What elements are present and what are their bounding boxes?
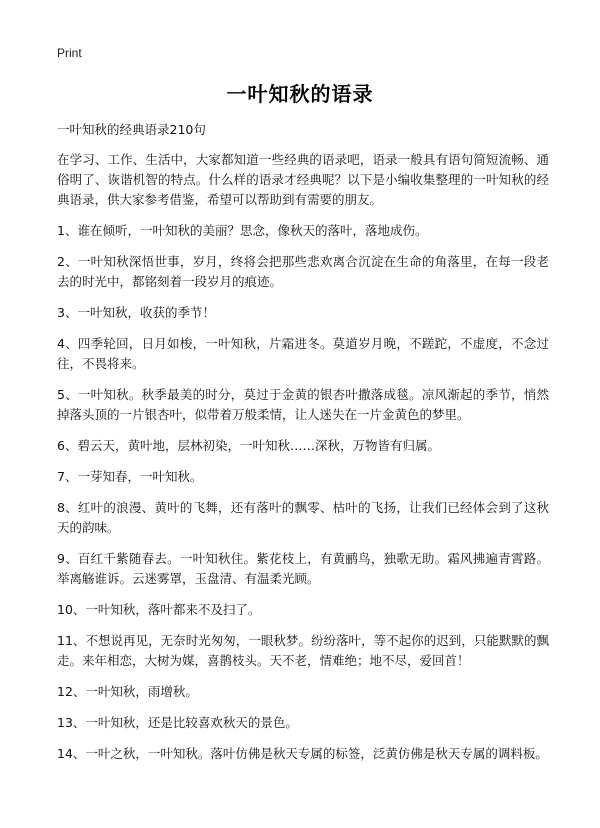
quote-paragraph: 12、一叶知秋，雨增秋。 [57,684,198,699]
print-label: Print [57,46,82,60]
quote-paragraph: 13、一叶知秋，还是比较喜欢秋天的景色。 [57,715,298,730]
quote-paragraph: 11、不想说再见，无奈时光匆匆，一眼秋梦。纷纷落叶，等不起你的迟到，只能默默的飘走。来年相恋，大树为媒，喜鹊枝头。天不老，情难绝；地不尽，爱回首！ [57,633,549,668]
quote-paragraph: 8、红叶的浪漫、黄叶的飞舞，还有落叶的飘零、枯叶的飞扬，让我们已经体会到了这秋天的韵味。 [57,500,549,535]
intro-paragraph: 在学习、工作、生活中，大家都知道一些经典的语录吧，语录一般具有语句简短流畅、通俗明了、诙谐机智的特点。什么样的语录才经典呢？以下是小编收集整理的一叶知秋的经典语录，供大家参考借鉴，希望可以帮助到有需要的朋友。 [57,152,549,207]
quote-paragraph: 14、一叶之秋，一叶知秋。落叶仿佛是秋天专属的标签，泛黄仿佛是秋天专属的调料板。 [57,746,548,761]
document-body [57,150,549,775]
quote-paragraph: 4、四季轮回，日月如梭，一叶知秋，片霜进冬。莫道岁月晚，不蹉跎，不虚度，不念过往，不畏将来。 [57,336,549,371]
quote-paragraph: 7、一芽知春，一叶知秋。 [57,469,203,484]
quote-paragraph: 10、一叶知秋，落叶都来不及扫了。 [57,602,261,617]
quote-paragraph: 5、一叶知秋。秋季最美的时分，莫过于金黄的银杏叶撒落成毯。凉风渐起的季节，悄然掉落头顶的一片银杏叶，似带着万般柔情，让人迷失在一片金黄色的梦里。 [57,387,549,422]
quote-paragraph: 3、一叶知秋，收获的季节！ [57,305,215,320]
document-subtitle: 一叶知秋的经典语录210句 [57,122,206,137]
quote-paragraph: 6、碧云天，黄叶地，层林初染，一叶知秋……深秋，万物皆有归属。 [57,438,440,453]
page-title: 一叶知秋的语录 [226,82,374,106]
quote-paragraph: 2、一叶知秋深悟世事，岁月，终将会把那些悲欢离合沉淀在生命的角落里，在每一段老去的时光中，都铭刻着一段岁月的痕迹。 [57,254,549,289]
quote-paragraph: 1、谁在倾听，一叶知秋的美丽？思念，像秋天的落叶，落地成伤。 [57,223,428,238]
quote-paragraph: 9、百红千紫随春去。一叶知秋住。紫花枝上，有黄鹂鸟，独歌无助。霜风拂遍青霄路。举离觞谁诉。云迷雾罩，玉盘清、有温柔光顾。 [57,551,549,586]
